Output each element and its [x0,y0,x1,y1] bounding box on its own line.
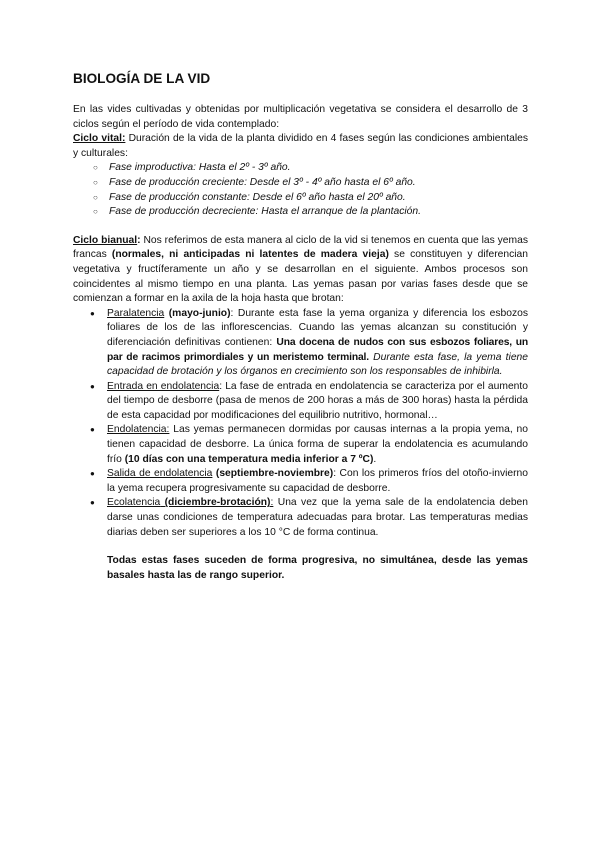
stage-period: (mayo-junio) [164,307,231,319]
stage-text: Una vez que la yema sale de la endolatencia deben darse unas condiciones de temperatura adecuadas para brotar. Las temperaturas medias diarias deben ser superiores a los 10 °C de forma continua. [107,497,528,538]
ciclo-bianual-bold: (normales, ni anticipadas ni latentes de madera vieja) [111,249,389,261]
stage-text: Las yemas permanecen dormidas por causas internas a la propia yema, no tienen capacidad de desborre. La única forma de superar la endolatencia es acumulando frío [107,424,528,465]
ciclo-bianual-paragraph [73,234,528,307]
stage-name: Endolatencia: [107,424,170,436]
stage-period: (diciembre-brotación) [160,497,271,509]
stage-item-ecolatencia [90,496,528,540]
stage-colon: : [270,497,274,509]
phase-item: ○ Fase de producción constante: Desde el 6º año hasta el 20º año. [93,191,528,206]
ciclo-bianual-label: Ciclo bianual [73,234,138,246]
stage-list [73,307,528,541]
spacer [73,220,528,234]
stage-name: Ecolatencia [107,497,161,509]
stage-item-salida-endolatencia [90,467,528,496]
stage-item-paralatencia [90,307,528,380]
document-title: BIOLOGÍA DE LA VID [73,71,211,86]
stage-text-end: . [373,453,377,465]
stage-text: : La fase de entrada en endolatencia se caracteriza por el aumento del tiempo de desborre (pasa de menos de 200 horas a más de 300 horas) hasta la pérdida de esta capacidad por modificaciones del equilibrio nutritivo, hormonal… [107,380,528,421]
stage-item-endolatencia [90,423,528,467]
stage-bold-text: Una docena de nudos con sus esbozos foliares, un par de racimos primordiales y un meristemo terminal. [107,336,528,363]
document-page [73,70,528,583]
stage-italic-text: Durante esta fase, la yema tiene capacidad de brotación y los órganos en crecimiento son los responsables de inhibirla. [107,351,528,378]
ciclo-vital-label: Ciclo vital: [73,133,126,145]
ciclo-vital-text: Duración de la vida de la planta dividido en 4 fases según las condiciones ambientales y culturales: [73,133,528,159]
stage-text: : Durante esta fase la yema organiza y diferencia los esbozos foliares de los de las inflorescencias. Cuando las yemas alcanzan su constitución y diferenciación definitivas contienen: [107,307,528,348]
ciclo-bianual-colon: : [137,234,141,246]
intro-paragraph: En las vides cultivadas y obtenidas por multiplicación vegetativa se considera el desarrollo de 3 ciclos según el período de vida contemplado: [73,104,528,130]
ciclo-bianual-text-1: Nos referimos de esta manera al ciclo de la vid si tenemos en cuenta que las yemas francas [73,234,528,261]
stage-name: Entrada en endolatencia [107,380,220,392]
ciclo-vital-paragraph [73,132,528,161]
stage-name: Paralatencia [107,307,165,319]
stage-name: Salida de endolatencia [107,468,213,480]
conclusion-paragraph: Todas estas fases suceden de forma progresiva, no simultánea, desde las yemas basales hasta las de rango superior. [107,555,528,581]
ciclo-vital-phase-list [73,161,528,219]
phase-item: ○ Fase improductiva: Hasta el 2º - 3º año. [93,161,528,176]
stage-item-entrada-endolatencia [90,380,528,424]
phase-item: ○ Fase de producción creciente: Desde el 3º - 4º año hasta el 6º año. [93,176,528,191]
stage-bold-text: (10 días con una temperatura media inferior a 7 ºC) [124,453,374,465]
phase-item: ○ Fase de producción decreciente: Hasta el arranque de la plantación. [93,205,528,220]
stage-period: (septiembre-noviembre) [212,468,334,480]
stage-text: : Con los primeros fríos del otoño-invierno la yema recupera progresivamente su capacidad de desborre. [107,468,529,494]
ciclo-bianual-text-2: se constituyen y diferencian vegetativa y fructíferamente un año y se desarrollan en el siguiente. Ambos procesos son coincidentes al mismo tiempo en una planta. Las yemas pasan por varias fases desde que se comienzan a formar en la axila de la hoja hasta que brotan: [73,249,528,305]
